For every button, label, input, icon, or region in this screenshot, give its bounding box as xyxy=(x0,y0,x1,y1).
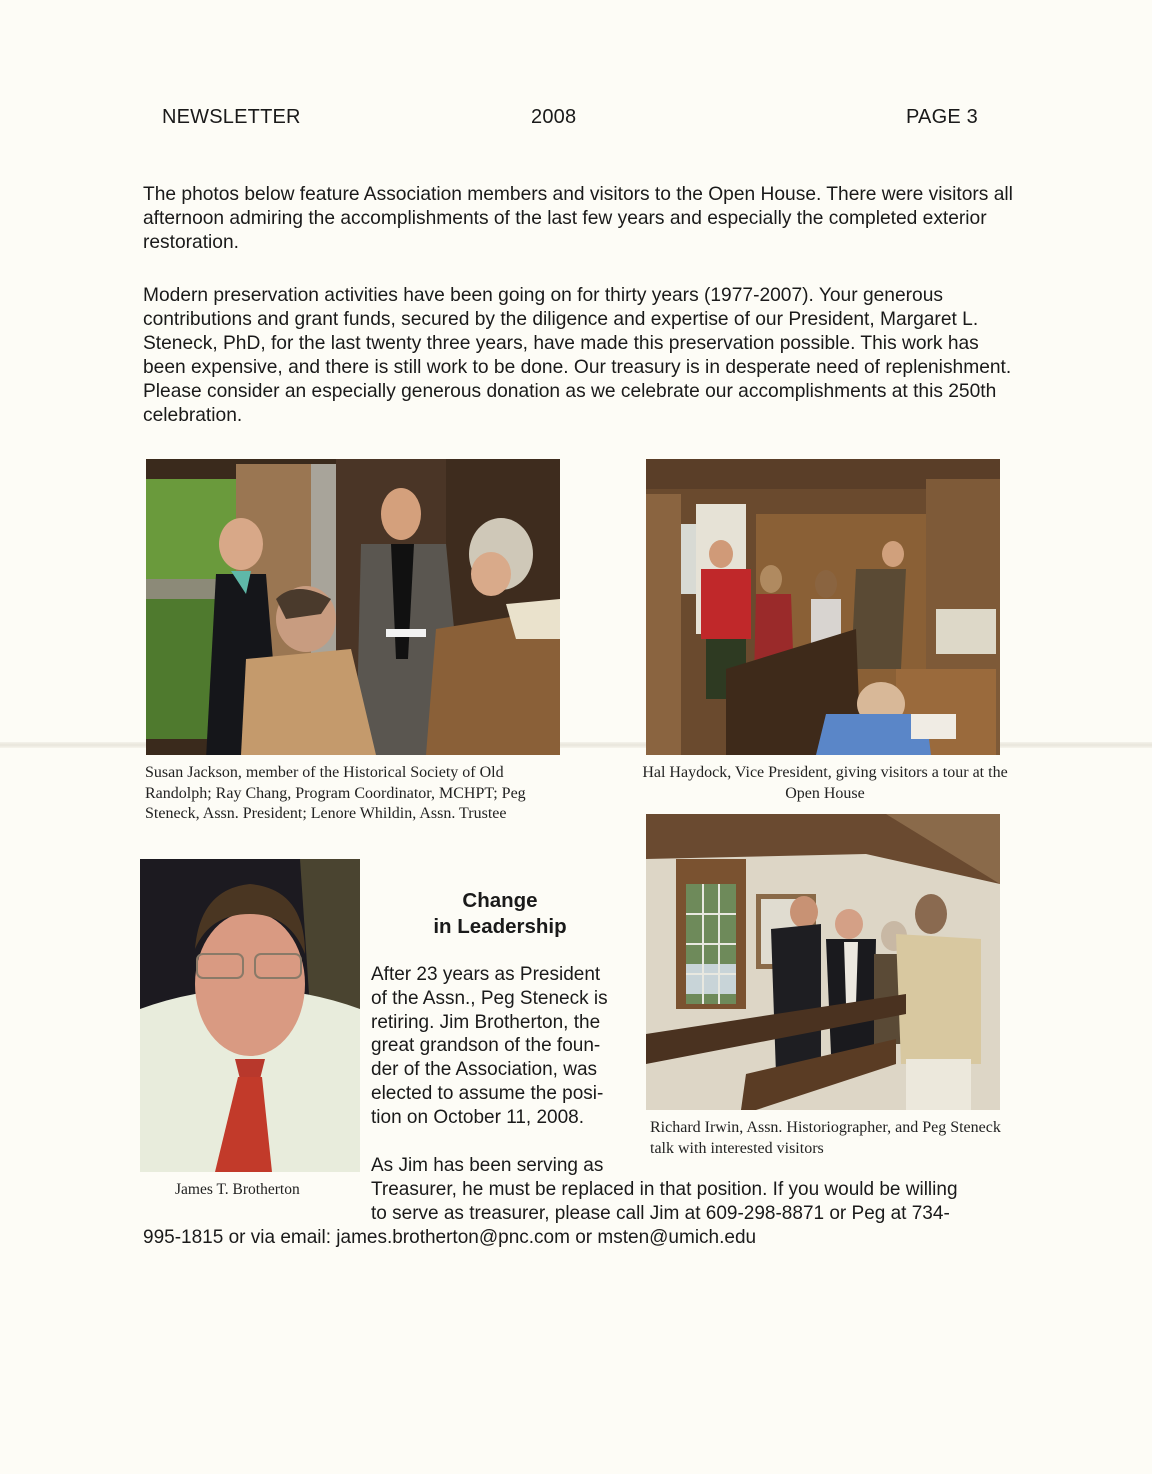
photo-portrait-brotherton xyxy=(140,859,360,1172)
intro-paragraph: The photos below feature Association members and visitors to the Open House. There were visitors all afternoon admiring the accomplishments of the last few years and especially the completed exterior restoration. xyxy=(143,184,1013,253)
preservation-paragraph: Modern preservation activities have been going on for thirty years (1977-2007). Your generous contributions and grant funds, secured by the diligence and expertise of our President, Margaret L. Steneck, PhD, for the last twenty three years, have made this preservation possible. This work has been expensive, and there is still work to be done. Our treasury is in desperate need of replenishment. Please consider an especially generous donation as we celebrate our accomplishments at this 250th celebration. xyxy=(143,285,1012,426)
leadership-text xyxy=(371,963,641,1130)
leadership-heading-line2: in Leadership xyxy=(433,915,567,938)
photo-caption-group: Susan Jackson, member of the Historical Society of Old Randolph; Ray Chang, Program Coordinator, MCHPT; Peg Steneck, Assn. President; Lenore Whildin, Assn. Trustee xyxy=(145,764,526,822)
photo-caption-gallery: Richard Irwin, Assn. Historiographer, and Peg Steneck talk with interested visitors xyxy=(650,1119,1001,1157)
treasurer-line: As Jim has been serving as xyxy=(371,1155,604,1176)
leadership-line: elected to assume the posi- xyxy=(371,1082,604,1104)
photo-caption-tour: Hal Haydock, Vice President, giving visitors a tour at the Open House xyxy=(642,764,1008,802)
leadership-line: of the Assn., Peg Steneck is xyxy=(371,987,608,1009)
leadership-heading xyxy=(400,888,600,940)
photo-group-doorway xyxy=(146,459,560,755)
leadership-line: great grandson of the foun- xyxy=(371,1035,601,1057)
leadership-line: der of the Association, was xyxy=(371,1059,598,1081)
photo-caption-portrait: James T. Brotherton xyxy=(175,1181,300,1198)
treasurer-contact-line: 995-1815 or via email: james.brotherton@pnc.com or msten@umich.edu xyxy=(143,1227,757,1248)
page-number: PAGE 3 xyxy=(906,106,978,128)
photo-interior-tour xyxy=(646,459,1000,755)
newsletter-label: NEWSLETTER xyxy=(162,106,301,128)
treasurer-line: Treasurer, he must be replaced in that position. If you would be willing xyxy=(371,1179,958,1200)
leadership-heading-line1: Change xyxy=(462,889,538,912)
photo-gallery-visitors xyxy=(646,814,1000,1110)
leadership-line: tion on October 11, 2008. xyxy=(371,1106,585,1128)
leadership-line: retiring. Jim Brotherton, the xyxy=(371,1011,601,1033)
treasurer-line: to serve as treasurer, please call Jim at 609-298-8871 or Peg at 734- xyxy=(371,1203,950,1224)
newsletter-year: 2008 xyxy=(531,106,577,128)
leadership-line: After 23 years as President xyxy=(371,964,601,985)
